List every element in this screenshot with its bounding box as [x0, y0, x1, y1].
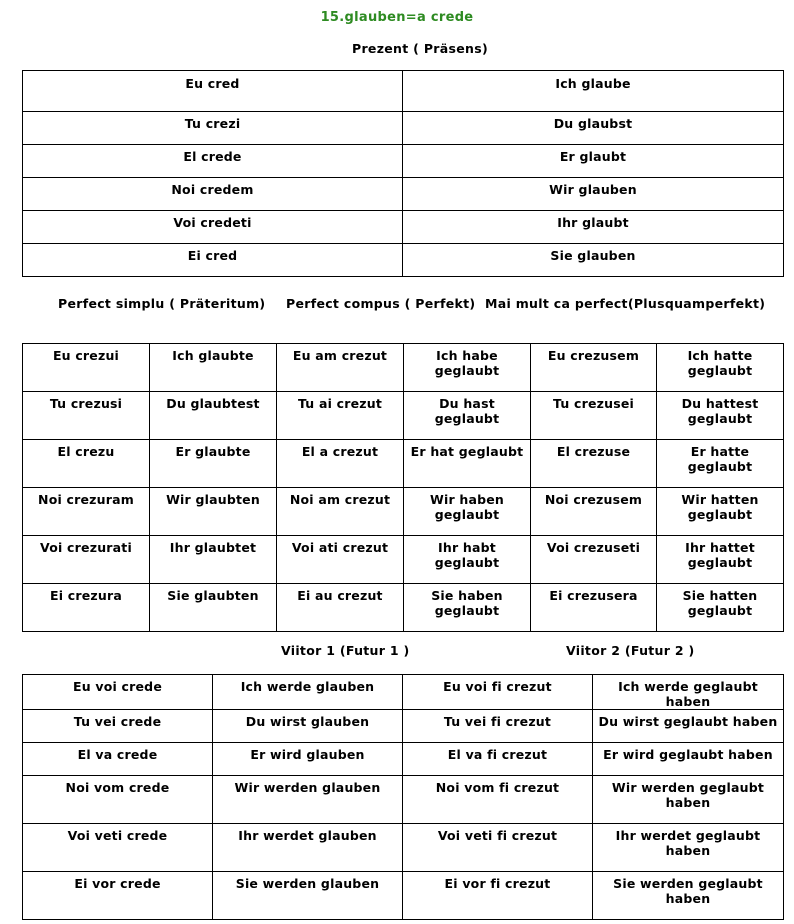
- table-cell: Tu crezusei: [531, 392, 657, 440]
- table-cell: Wir glauben: [403, 178, 784, 211]
- perfect-heading: Perfect compus ( Perfekt): [286, 296, 476, 311]
- future1-heading: Viitor 1 (Futur 1 ): [281, 643, 410, 658]
- table-cell: El va crede: [23, 743, 213, 776]
- table-cell: Du hattest geglaubt: [657, 392, 784, 440]
- table-cell: Noi vom crede: [23, 776, 213, 824]
- table-cell: Ei vor fi crezut: [403, 872, 593, 920]
- table-cell: Ich werde glauben: [213, 675, 403, 710]
- table-cell: El crede: [23, 145, 403, 178]
- table-cell: Du hast geglaubt: [404, 392, 531, 440]
- table-cell: Sie werden glauben: [213, 872, 403, 920]
- future2-heading: Viitor 2 (Futur 2 ): [566, 643, 695, 658]
- table-row: [23, 536, 784, 584]
- table-row: [23, 71, 784, 112]
- table-row: [23, 211, 784, 244]
- table-cell: Tu vei fi crezut: [403, 710, 593, 743]
- table-cell: Ihr glaubt: [403, 211, 784, 244]
- table-cell: Ihr werdet glauben: [213, 824, 403, 872]
- table-cell: Du wirst glauben: [213, 710, 403, 743]
- table-row: [23, 872, 784, 920]
- table-cell: Ich habe geglaubt: [404, 344, 531, 392]
- pluperfect-heading: Mai mult ca perfect(Plusquamperfekt): [485, 296, 766, 311]
- table-cell: Wir werden glauben: [213, 776, 403, 824]
- table-row: [23, 392, 784, 440]
- table-row: [23, 145, 784, 178]
- past-tenses-table: [22, 343, 784, 632]
- table-cell: Noi credem: [23, 178, 403, 211]
- table-cell: El crezu: [23, 440, 150, 488]
- table-cell: Sie hatten geglaubt: [657, 584, 784, 632]
- table-cell: Eu cred: [23, 71, 403, 112]
- table-row: [23, 710, 784, 743]
- table-cell: Er hatte geglaubt: [657, 440, 784, 488]
- table-cell: Noi crezusem: [531, 488, 657, 536]
- table-cell: Tu vei crede: [23, 710, 213, 743]
- table-cell: Noi am crezut: [277, 488, 404, 536]
- table-cell: Eu voi fi crezut: [403, 675, 593, 710]
- table-row: [23, 675, 784, 710]
- table-cell: Sie werden geglaubt haben: [593, 872, 784, 920]
- table-cell: Er wird glauben: [213, 743, 403, 776]
- table-cell: Ihr glaubtet: [150, 536, 277, 584]
- table-cell: Ich hatte geglaubt: [657, 344, 784, 392]
- table-cell: Ihr habt geglaubt: [404, 536, 531, 584]
- table-cell: El a crezut: [277, 440, 404, 488]
- present-table: [22, 70, 784, 277]
- table-row: [23, 488, 784, 536]
- preterite-heading: Perfect simplu ( Präteritum): [58, 296, 266, 311]
- table-cell: Voi crezurati: [23, 536, 150, 584]
- table-cell: Ei crezura: [23, 584, 150, 632]
- table-row: [23, 776, 784, 824]
- table-row: [23, 440, 784, 488]
- table-cell: Voi veti crede: [23, 824, 213, 872]
- table-row: [23, 743, 784, 776]
- table-cell: Ei vor crede: [23, 872, 213, 920]
- table-row: [23, 112, 784, 145]
- table-cell: El crezuse: [531, 440, 657, 488]
- table-row: [23, 244, 784, 277]
- table-cell: Voi veti fi crezut: [403, 824, 593, 872]
- table-cell: Ihr werdet geglaubt haben: [593, 824, 784, 872]
- table-cell: Du wirst geglaubt haben: [593, 710, 784, 743]
- table-cell: Tu crezi: [23, 112, 403, 145]
- table-cell: Ich werde geglaubt haben: [593, 675, 784, 710]
- table-cell: Eu voi crede: [23, 675, 213, 710]
- table-cell: Sie glaubten: [150, 584, 277, 632]
- table-cell: Ich glaubte: [150, 344, 277, 392]
- table-cell: Ich glaube: [403, 71, 784, 112]
- table-cell: Er glaubte: [150, 440, 277, 488]
- table-cell: Ihr hattet geglaubt: [657, 536, 784, 584]
- table-cell: Eu am crezut: [277, 344, 404, 392]
- table-cell: Ei cred: [23, 244, 403, 277]
- table-cell: Er hat geglaubt: [404, 440, 531, 488]
- table-cell: Ei crezusera: [531, 584, 657, 632]
- table-cell: Wir werden geglaubt haben: [593, 776, 784, 824]
- present-heading: Prezent ( Präsens): [352, 41, 488, 56]
- future-table: [22, 674, 784, 920]
- table-cell: Noi crezuram: [23, 488, 150, 536]
- table-cell: El va fi crezut: [403, 743, 593, 776]
- table-cell: Er glaubt: [403, 145, 784, 178]
- table-cell: Er wird geglaubt haben: [593, 743, 784, 776]
- table-cell: Tu crezusi: [23, 392, 150, 440]
- table-cell: Sie glauben: [403, 244, 784, 277]
- table-cell: Wir haben geglaubt: [404, 488, 531, 536]
- table-cell: Sie haben geglaubt: [404, 584, 531, 632]
- table-cell: Voi ati crezut: [277, 536, 404, 584]
- table-cell: Voi credeti: [23, 211, 403, 244]
- table-row: [23, 344, 784, 392]
- table-cell: Tu ai crezut: [277, 392, 404, 440]
- table-row: [23, 824, 784, 872]
- table-cell: Du glaubst: [403, 112, 784, 145]
- table-cell: Eu crezui: [23, 344, 150, 392]
- table-cell: Wir hatten geglaubt: [657, 488, 784, 536]
- table-cell: Voi crezuseti: [531, 536, 657, 584]
- table-cell: Du glaubtest: [150, 392, 277, 440]
- table-row: [23, 584, 784, 632]
- table-cell: Wir glaubten: [150, 488, 277, 536]
- table-row: [23, 178, 784, 211]
- table-cell: Ei au crezut: [277, 584, 404, 632]
- table-cell: Noi vom fi crezut: [403, 776, 593, 824]
- page-title: 15.glauben=a crede: [320, 10, 474, 25]
- table-cell: Eu crezusem: [531, 344, 657, 392]
